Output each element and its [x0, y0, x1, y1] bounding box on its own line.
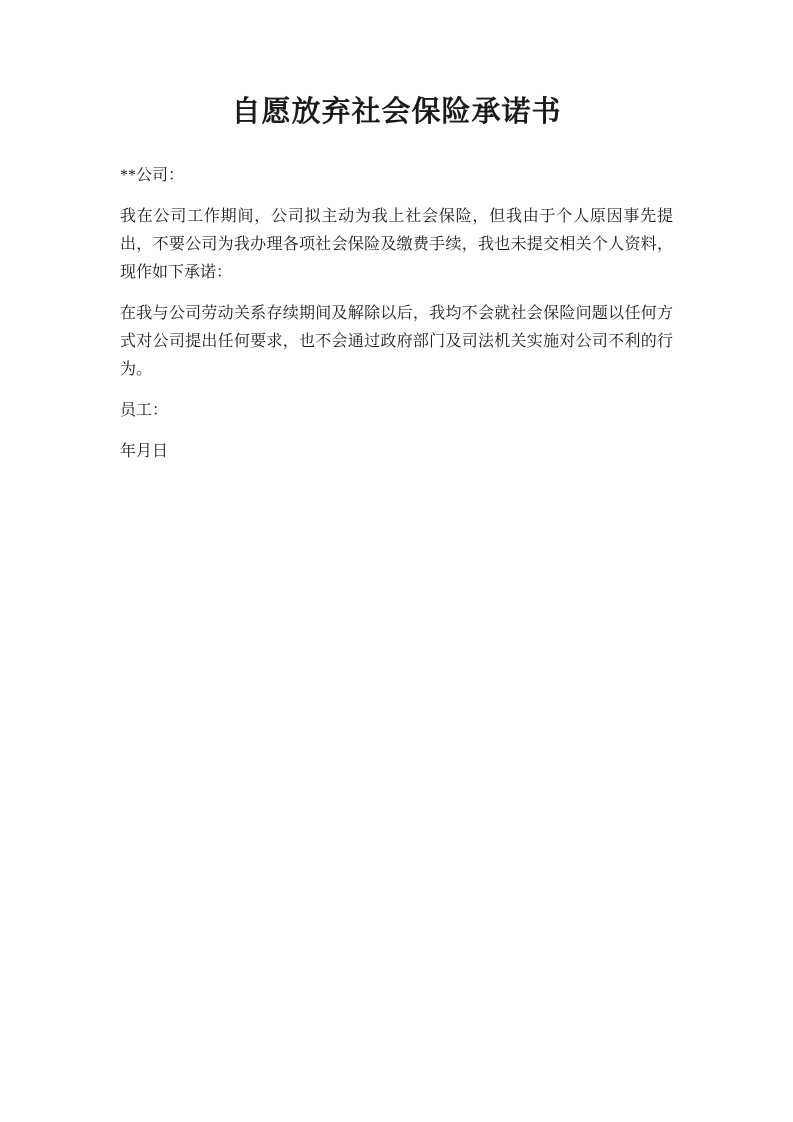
salutation-line: **公司：	[120, 167, 185, 184]
document-content	[0, 0, 793, 466]
document-title: 自愿放弃社会保险承诺书	[231, 96, 562, 128]
body-paragraph-1: 我在公司工作期间，公司拟主动为我上社会保险，但我由于个人原因事先提出，不要公司为我办理各项社会保险及缴费手续，我也未提交相关个人资料，现作如下承诺：	[120, 208, 673, 281]
signature-label: 员工：	[120, 402, 169, 419]
date-line: 年月日	[120, 443, 169, 460]
body-paragraph-2: 在我与公司劳动关系存续期间及解除以后，我均不会就社会保险问题以任何方式对公司提出任何要求，也不会通过政府部门及司法机关实施对公司不利的行为。	[120, 305, 673, 378]
